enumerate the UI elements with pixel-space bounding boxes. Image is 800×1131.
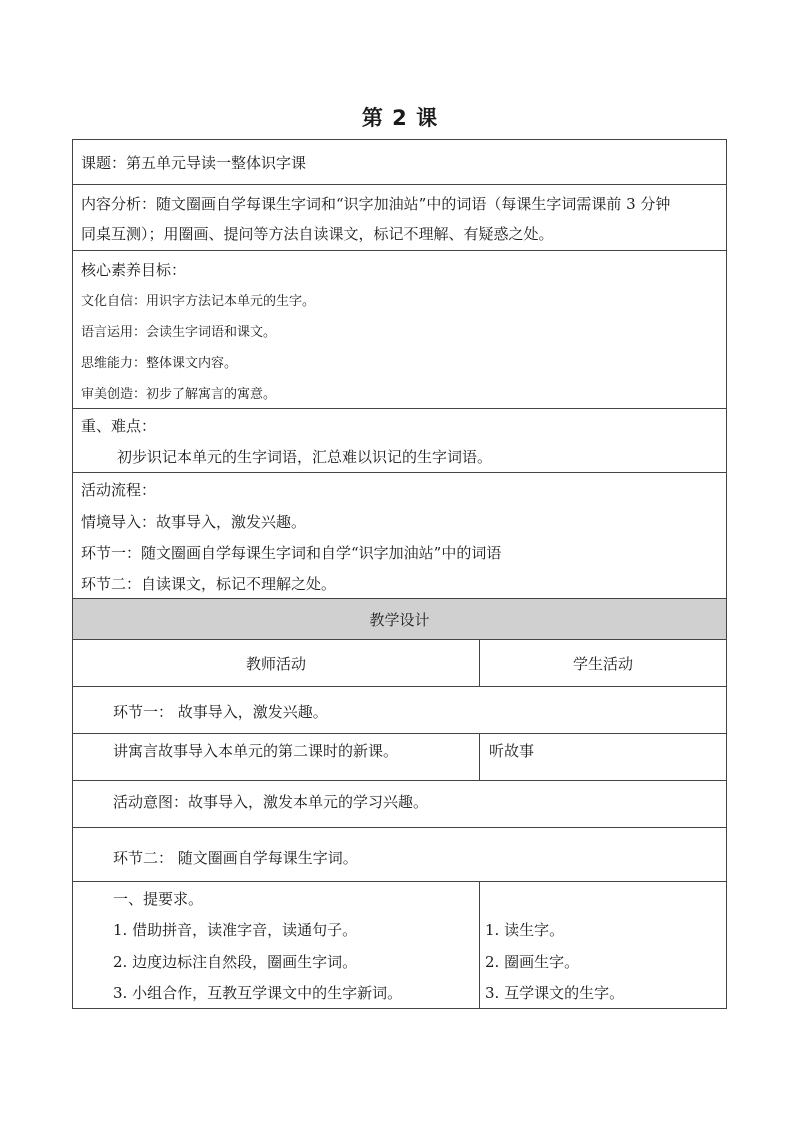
page-title: 第 2 课 bbox=[361, 106, 439, 130]
student-col-header: 学生活动 bbox=[572, 655, 633, 673]
column-header-row bbox=[72, 639, 727, 686]
section-2-activity-row bbox=[72, 881, 727, 1009]
s1-intent: 活动意图：故事导入，激发本单元的学习兴趣。 bbox=[113, 793, 429, 811]
section-2-title: 环节二： 随文圈画自学每课生字词。 bbox=[113, 849, 358, 867]
flow-row bbox=[72, 472, 727, 598]
goals-row bbox=[72, 250, 727, 408]
analysis-line-2: 同桌互测）；用圈画、提问等方法自读课文，标记不理解、有疑惑之处。 bbox=[81, 225, 554, 243]
flow-item: 情境导入：故事导入，激发兴趣。 bbox=[81, 513, 307, 531]
analysis-line-1: 内容分析：随文圈画自学每课生字词和“识字加油站”中的词语（每课生字词需课前 3 分钟 bbox=[81, 195, 671, 213]
key-points-text: 初步识记本单元的生字词语，汇总难以识记的生字词语。 bbox=[117, 448, 493, 466]
s2-teacher-heading: 一、提要求。 bbox=[113, 890, 204, 908]
s2-student-item: 3. 互学课文的生字。 bbox=[485, 984, 625, 1002]
s2-teacher-item: 1. 借助拼音，读准字音，读通句子。 bbox=[113, 921, 358, 939]
flow-item: 环节一：随文圈画自学每课生字词和自学“识字加油站”中的词语 bbox=[81, 544, 502, 562]
s1-teacher-activity: 讲寓言故事导入本单元的第二课时的新课。 bbox=[113, 742, 399, 760]
analysis-row bbox=[72, 184, 727, 250]
flow-heading: 活动流程： bbox=[81, 481, 157, 499]
section-1-row bbox=[72, 686, 727, 733]
col-divider bbox=[479, 882, 480, 1009]
goal-item: 思维能力：整体课文内容。 bbox=[81, 356, 238, 371]
goal-item: 文化自信：用识字方法记本单元的生字。 bbox=[81, 294, 316, 309]
section-2-row bbox=[72, 827, 727, 881]
teacher-col-header: 教师活动 bbox=[245, 655, 306, 673]
design-header-row bbox=[72, 598, 727, 639]
key-points-row bbox=[72, 408, 727, 472]
s2-student-item: 2. 圈画生字。 bbox=[485, 953, 580, 971]
s2-student-item: 1. 读生字。 bbox=[485, 921, 565, 939]
goals-heading: 核心素养目标： bbox=[81, 261, 187, 279]
topic-text: 课题：第五单元导读一整体识字课 bbox=[81, 154, 307, 172]
goal-item: 语言运用：会读生字词语和课文。 bbox=[81, 325, 277, 340]
section-1-title: 环节一： 故事导入，激发兴趣。 bbox=[113, 703, 328, 721]
col-divider bbox=[479, 734, 480, 781]
design-header: 教学设计 bbox=[369, 611, 430, 629]
s1-student-activity: 听故事 bbox=[489, 742, 535, 760]
flow-item: 环节二：自读课文，标记不理解之处。 bbox=[81, 575, 337, 593]
section-1-intent-row bbox=[72, 780, 727, 827]
s2-teacher-item: 2. 边度边标注自然段，圈画生字词。 bbox=[113, 953, 358, 971]
section-1-activity-row bbox=[72, 733, 727, 780]
key-points-heading: 重、难点： bbox=[81, 417, 157, 435]
goal-item: 审美创造：初步了解寓言的寓意。 bbox=[81, 387, 277, 402]
topic-row bbox=[72, 139, 727, 184]
s2-teacher-item: 3. 小组合作，互教互学课文中的生字新词。 bbox=[113, 984, 403, 1002]
